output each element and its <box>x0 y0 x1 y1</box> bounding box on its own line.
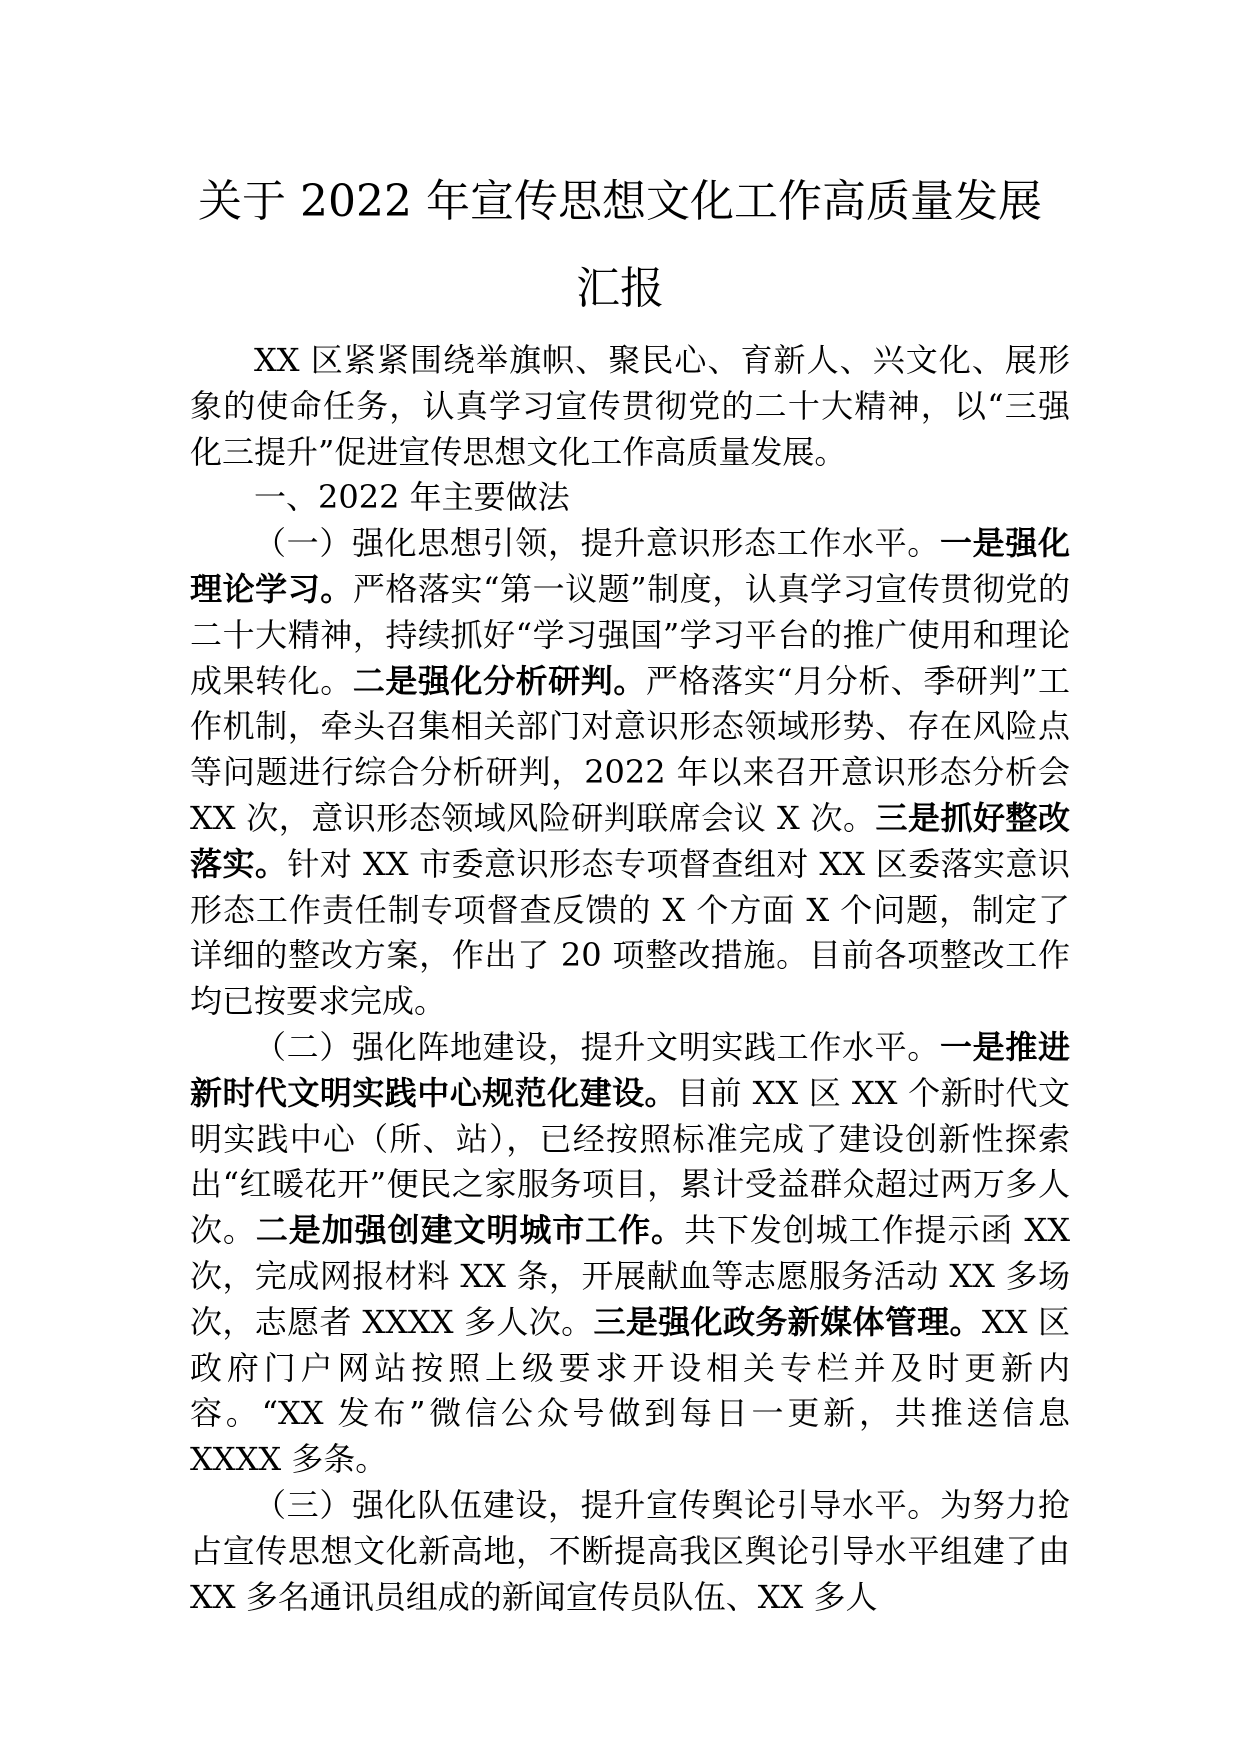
point-text: 目前 XX 区 XX 个新时代文明实践中心（所、站），已经按照标准完成了建设创新性探索出“红暖花开”便民之家服务项目，累计受益群众超过两万多人次。 <box>190 1073 1070 1250</box>
point-text: 严格落实“月分析、季研判”工作机制，牵头召集相关部门对意识形态领域形势、存在风险点等问题进行综合分析研判，2022 年以来召开意识形态分析会 XX 次，意识形态领域风险研判联席会议 X 次。 <box>190 661 1070 837</box>
paragraph-civilization <box>190 1025 1070 1483</box>
paragraph-heading: （二）强化阵地建设，提升文明实践工作水平。 <box>254 1027 940 1066</box>
paragraph-team <box>190 1483 1070 1620</box>
bold-point: 三是强化政务新媒体管理。 <box>593 1302 982 1341</box>
bold-point: 一是强化理论学习。 <box>190 524 1070 608</box>
document-title-line1: 关于 2022 年宣传思想文化工作高质量发展 <box>198 176 1042 227</box>
bold-point: 二是强化分析研判。 <box>352 661 646 700</box>
bold-point: 二是加强创建文明城市工作。 <box>255 1211 684 1250</box>
bold-point: 三是抓好整改落实。 <box>190 798 1070 883</box>
point-text: 严格落实“第一议题”制度，认真学习宣传贯彻党的二十大精神，持续抓好“学习强国”学习平台的推广使用和理论成果转化。 <box>190 569 1070 700</box>
point-text: 为努力抢占宣传思想文化新高地，不断提高我区舆论引导水平组建了由 XX 多名通讯员组成的新闻宣传员队伍、XX 多人 <box>190 1485 1070 1616</box>
intro-paragraph: XX 区紧紧围绕举旗帜、聚民心、育新人、兴文化、展形象的使命任务，认真学习宣传贯彻党的二十大精神，以“三强化三提升”促进宣传思想文化工作高质量发展。 <box>190 341 1070 471</box>
document-body <box>190 338 1070 1620</box>
bold-point: 一是推进新时代文明实践中心规范化建设。 <box>190 1027 1070 1112</box>
paragraph-heading: （三）强化队伍建设，提升宣传舆论引导水平。 <box>254 1485 940 1524</box>
paragraph-heading: （一）强化思想引领，提升意识形态工作水平。 <box>254 524 940 563</box>
point-text: 针对 XX 市委意识形态专项督查组对 XX 区委落实意识形态工作责任制专项督查反馈的 X 个方面 X 个问题，制定了详细的整改方案，作出了 20 项整改措施。目前各项整改工作均已按要求完成。 <box>190 844 1070 1021</box>
section-heading: 一、2022 年主要做法 <box>254 478 570 517</box>
point-text: XX 区政府门户网站按照上级要求开设相关专栏并及时更新内容。“XX 发布”微信公众号做到每日一更新，共推送信息 XXXX 多条。 <box>190 1302 1070 1479</box>
paragraph-ideology <box>190 521 1070 1025</box>
document-title-line2: 汇报 <box>576 263 664 314</box>
point-text: 共下发创城工作提示函 XX 次，完成网报材料 XX 条，开展献血等志愿服务活动 XX 多场次，志愿者 XXXX 多人次。 <box>190 1211 1070 1341</box>
